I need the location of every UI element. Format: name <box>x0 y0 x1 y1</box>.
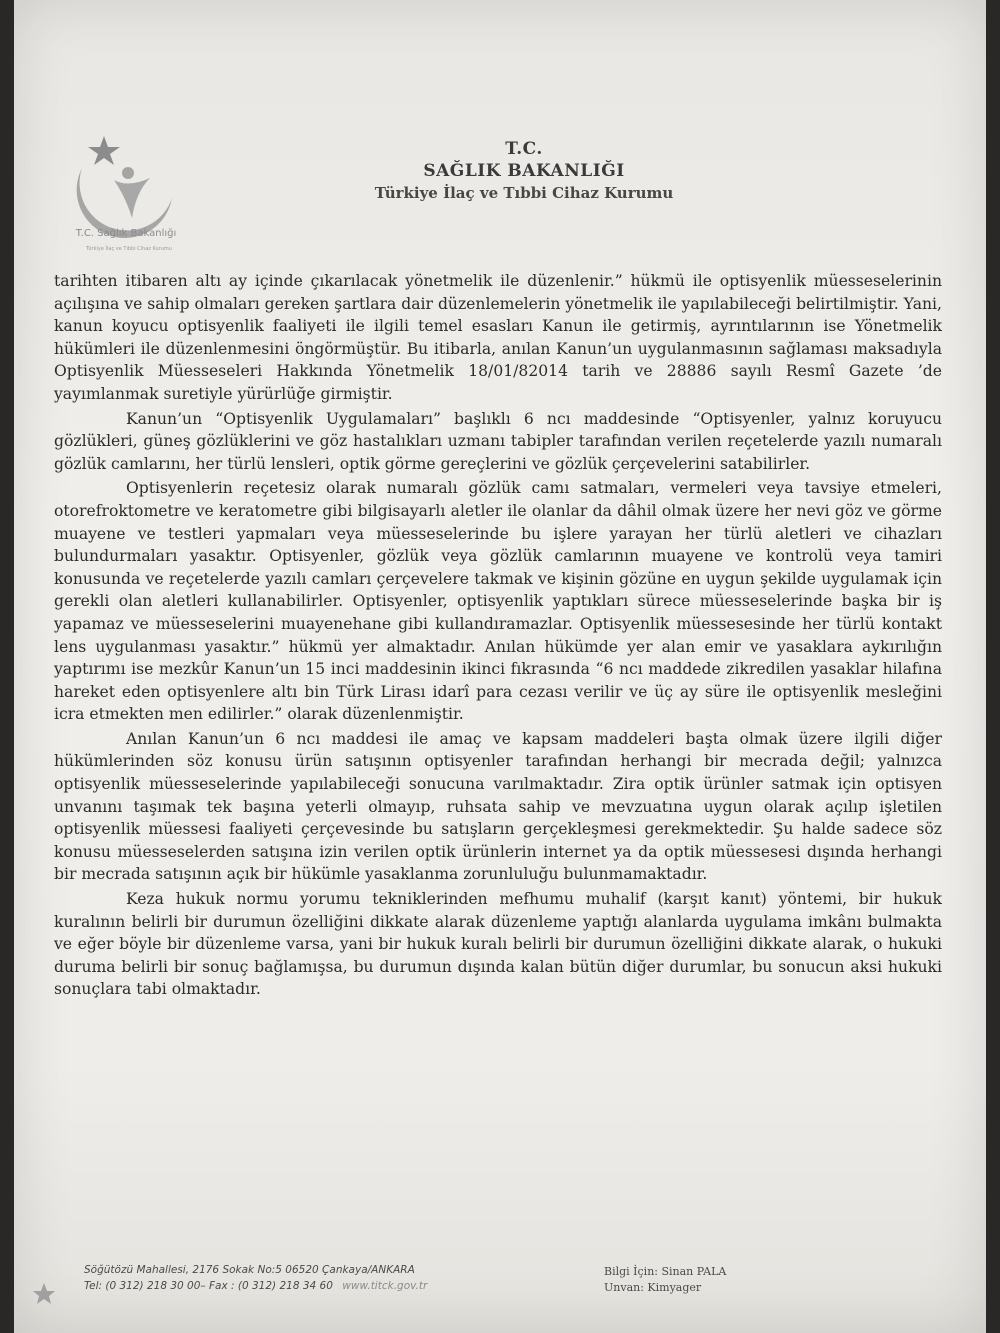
letterhead <box>304 138 744 204</box>
letterhead-ministry: SAĞLIK BAKANLIĞI <box>423 161 625 181</box>
footer-phone-line <box>84 1278 427 1294</box>
footer-web[interactable]: www.titck.gov.tr <box>342 1280 428 1292</box>
logo-label: T.C. Sağlık Bakanlığı <box>75 228 177 239</box>
footer-contact <box>84 1262 427 1294</box>
footer-star-icon <box>32 1282 56 1306</box>
paragraph: Kanun’un “Optisyenlik Uygulamaları” başlıklı 6 ncı maddesinde “Optisyenler, yalnız koruyucu gözlükleri, güneş gözlüklerini ve göz hastalıkları uzmanı tabipler tarafından verilen reçetelerde yazılı numaralı gözlük camlarını, her türlü lensleri, optik görme gereçlerini ve gözlük çerçevelerini satabilirler. <box>54 409 942 473</box>
letterhead-agency: Türkiye İlaç ve Tıbbi Cihaz Kurumu <box>374 184 674 202</box>
ministry-logo <box>54 128 204 278</box>
footer-info-contact: Bilgi İçin: Sinan PALA <box>604 1265 727 1278</box>
document-footer <box>84 1262 904 1302</box>
document-body <box>54 270 942 1003</box>
logo-subtitle: Türkiye İlaç ve Tıbbi Cihaz Kurumu <box>86 246 172 252</box>
paragraph: Anılan Kanun’un 6 ncı maddesi ile amaç ve kapsam maddeleri başta olmak üzere ilgili diğer hükümlerinden söz konusu ürün satışının optisyenler tarafından herhangi bir mecrada değil; yalnızca optisyenlik müesseselerinde yapılabileceği sonucuna varılmaktadır. Zira optik ürünler satmak için optisyen unvanını taşımak tek başına yeterli olmayıp, ruhsata sahip ve mevzuatına uygun olarak açılıp işletilen optisyenlik müessesi faaliyeti çerçevesinde bu satışların gerçekleşmesi gerekmektedir. Şu halde sadece söz konusu müesseselerden satışına izin verilen optik ürünlerin internet ya da optik müessesesi dışında herhangi bir mecrada satışının açık bir hükümle yasaklanma zorunluluğu bulunmamaktadır. <box>54 729 942 884</box>
footer-address: Söğütözü Mahallesi, 2176 Sokak No:5 06520 Çankaya/ANKARA <box>84 1264 415 1276</box>
paragraph: Optisyenlerin reçetesiz olarak numaralı gözlük camı satmaları, vermeleri veya tavsiye etmeleri, otorefroktometre ve keratometre gibi bilgisayarlı aletler ile olanlar da dâhil olmak üzere her nevi göz ve görme muayene ve testleri yapmaları veya müesseselerinde bu işlere yarayan her türlü aletleri ve cihazları bulundurmaları yasaktır. Optisyenler, gözlük veya gözlük camlarının muayene ve kontrolü veya tamiri konusunda ve reçetelerde yazılı camları çerçevelere takmak ve kişinin gözüne en uygun şekilde uygulamak için gerekli olan aletleri kullanabilirler. Optisyenler, optisyenlik yaptıkları sürece müesseselerinde başka bir iş yapamaz ve müesseselerini muayenehane gibi kullandıramazlar. Optisyenlik müessesesinde her türlü kontakt lens uygulanması yasaktır.” hükmü yer almaktadır. Anılan hükümde yer alan emir ve yasaklara aykırılığın yaptırımı ise mezkûr Kanun’un 15 inci maddesinin ikinci fıkrasında “6 ncı maddede zikredilen yasaklar hilafına hareket eden optisyenlere altı bin Türk Lirası idarî para cezası verilir ve üç ay süre ile optisyenlik mesleğini icra etmekten men edilirler.” olarak düzenlenmiştir. <box>54 479 942 724</box>
footer-info-title: Unvan: Kimyager <box>604 1281 702 1294</box>
footer-phone: Tel: (0 312) 218 30 00– Fax : (0 312) 218 34 60 <box>84 1280 333 1292</box>
footer-info <box>604 1264 726 1296</box>
letterhead-tc: T.C. <box>505 139 543 159</box>
document-page <box>14 0 986 1333</box>
paragraph: Keza hukuk normu yorumu tekniklerinden mefhumu muhalif (karşıt kanıt) yöntemi, bir hukuk kuralının belirli bir durumun özelliğini dikkate alarak düzenleme yaptığı alanlarda uygulama imkânı bulmakta ve eğer böyle bir düzenleme varsa, yani bir hukuk kuralı belirli bir durumun özelliğini dikkate alarak, o hukuki duruma belirli bir sonuç bağlamışsa, bu durumun dışında kalan bütün diğer durumlar, bu sonucun aksi hukuki sonuçlara tabi olmaktadır. <box>54 890 942 999</box>
paragraph: tarihten itibaren altı ay içinde çıkarılacak yönetmelik ile düzenlenir.” hükmü ile optisyenlik müesseselerinin açılışına ve sahip olmaları gereken şartlara dair düzenlemelerin yönetmelik ile yapılabileceği belirtilmiştir. Yani, kanun koyucu optisyenlik faaliyeti ile ilgili temel esasları Kanun ile getirmiş, ayrıntılarının ise Yönetmelik hükümleri ile düzenlenmesini öngörmüştür. Bu itibarla, anılan Kanun’un uygulanmasının sağlaması maksadıyla Optisyenlik Müesseseleri Hakkında Yönetmelik 18/01/82014 tarih ve 28886 sayılı Resmî Gazete ’de yayımlanmak suretiyle yürürlüğe girmiştir. <box>54 272 942 403</box>
